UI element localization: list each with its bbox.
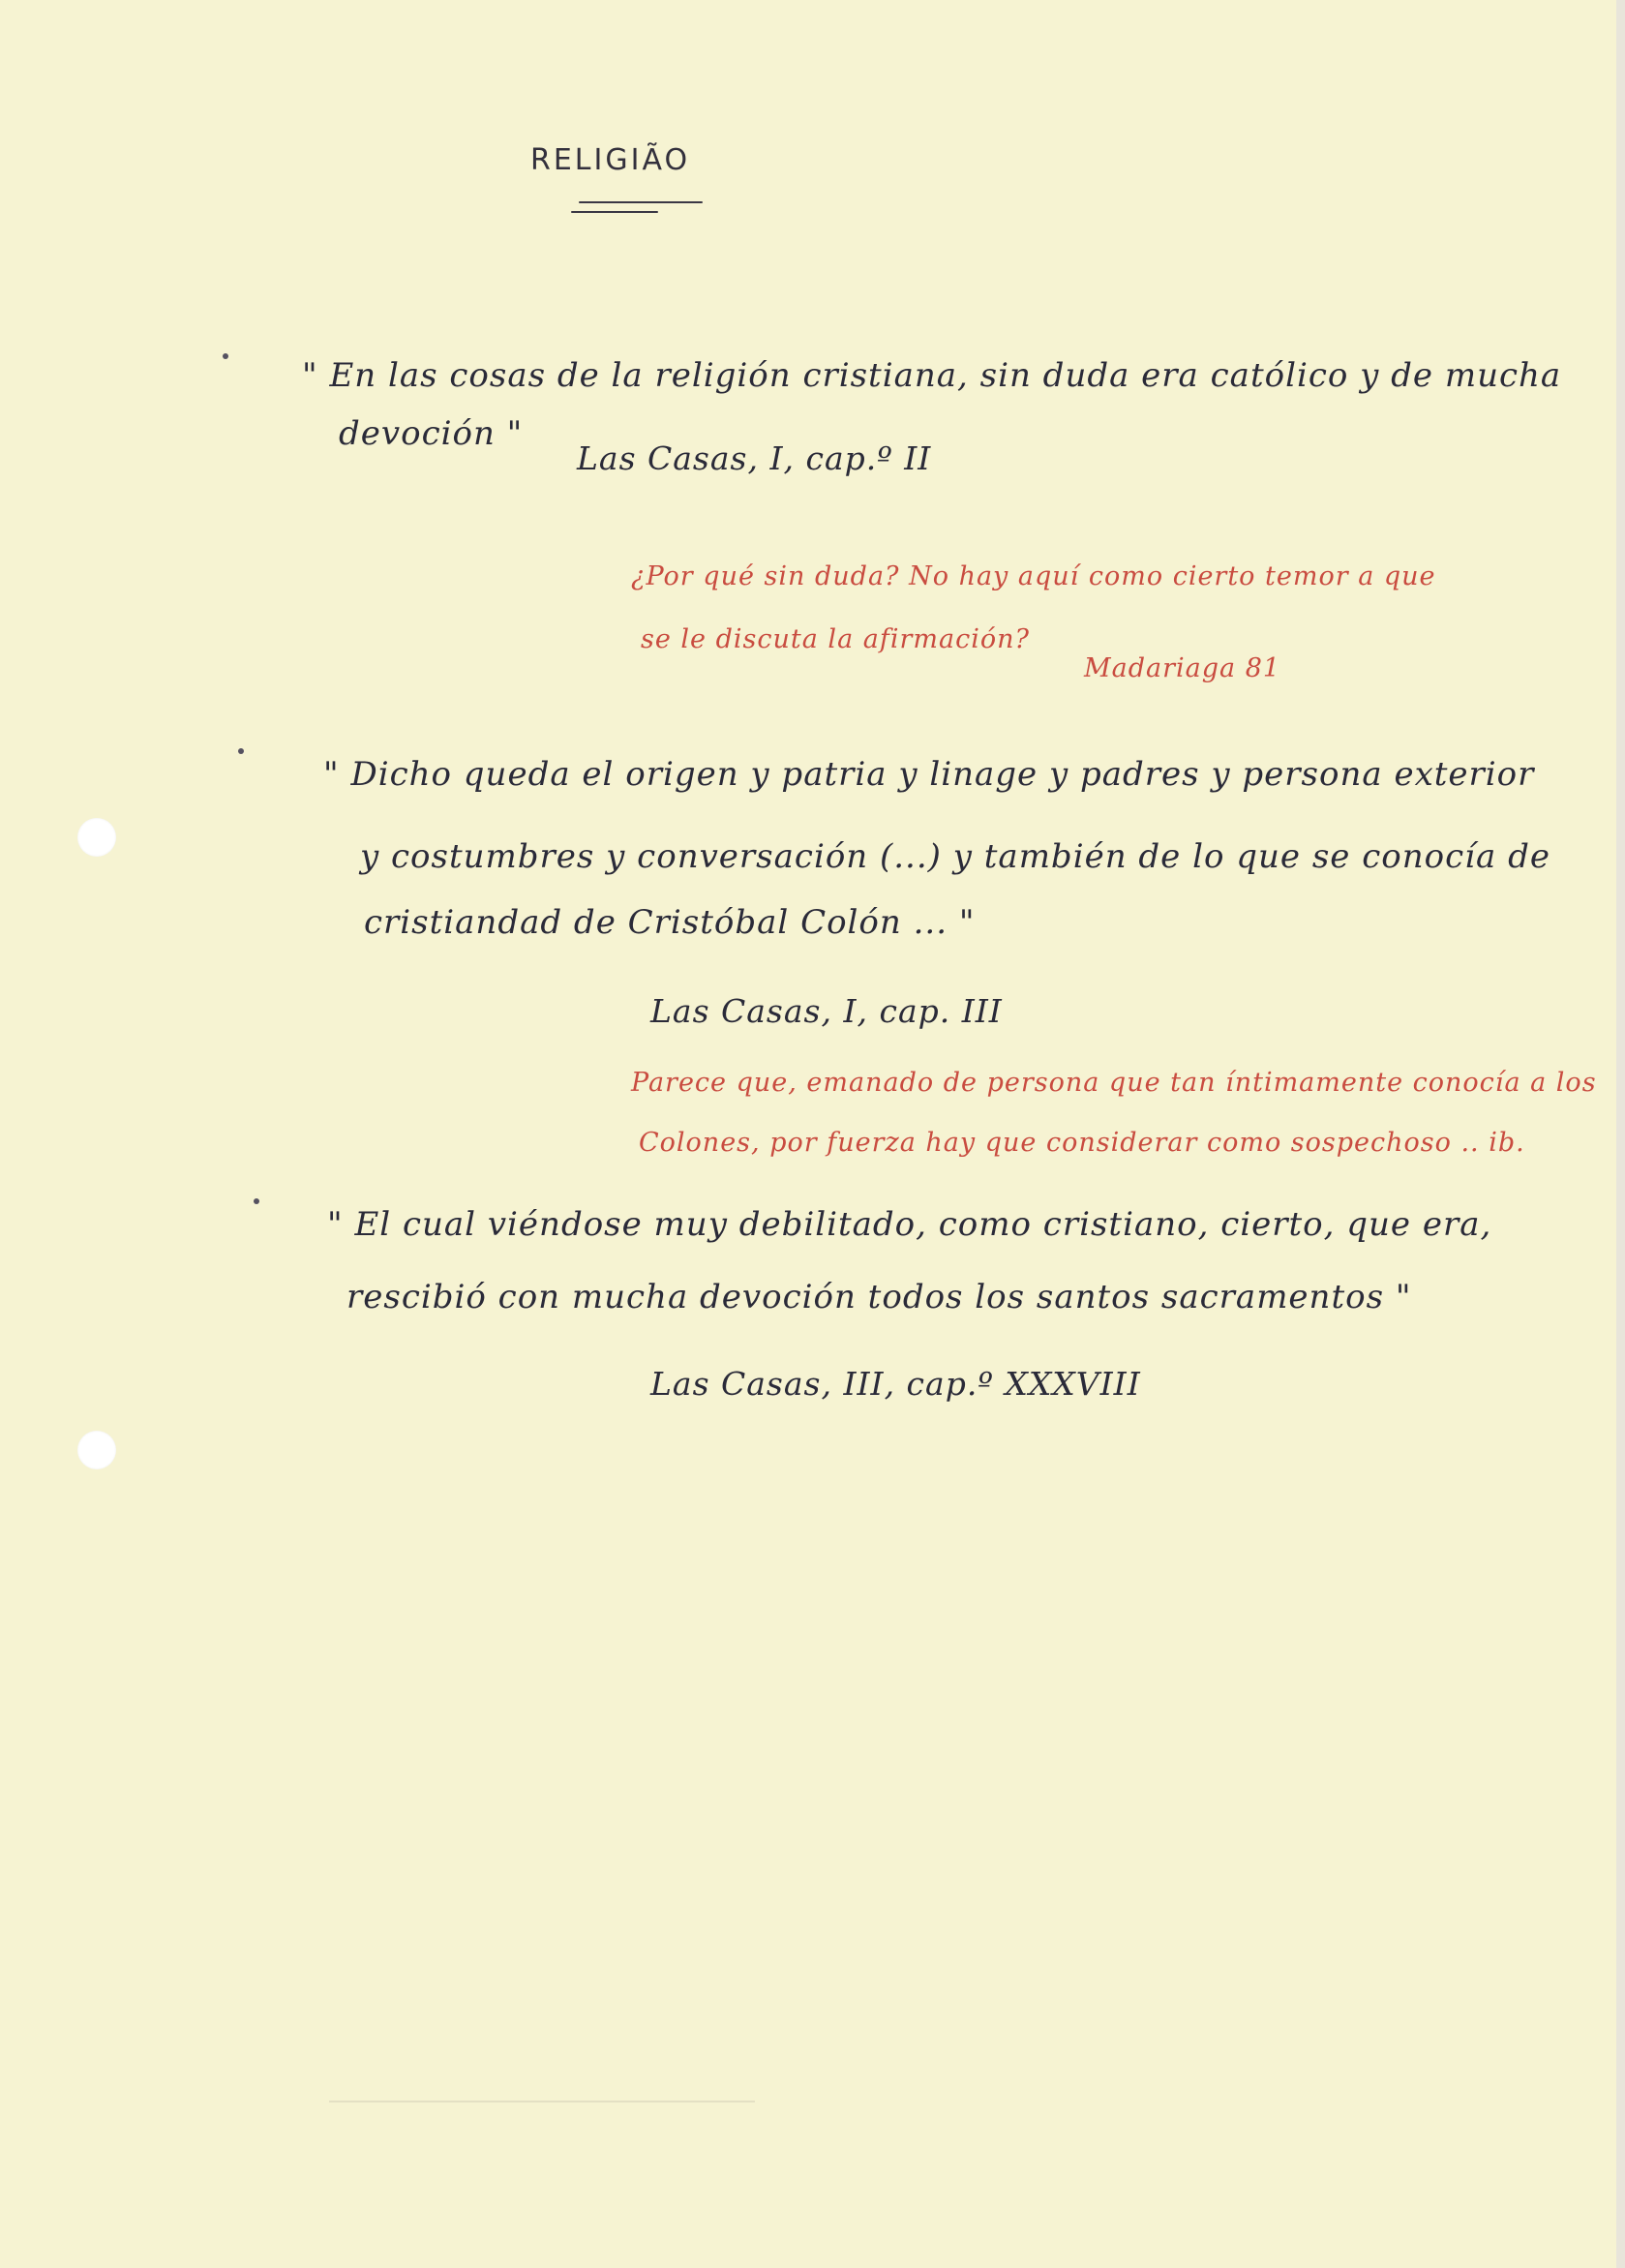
punch-hole-upper xyxy=(77,818,116,857)
quote-line: " Dicho queda el origen y patria y linage y padres y persona exterior xyxy=(323,755,1535,794)
margin-note-line: Parece que, emanado de persona que tan íntimamente conocía a los xyxy=(631,1068,1597,1098)
citation: Las Casas, III, cap.º XXXVIII xyxy=(650,1365,1141,1403)
citation: Las Casas, I, cap.º II xyxy=(577,439,932,477)
quote-line: rescibió con mucha devoción todos los santos sacramentos " xyxy=(346,1278,1412,1316)
quote-line: " En las cosas de la religión cristiana, sin duda era católico y de mucha xyxy=(302,356,1562,395)
margin-note-line: Colones, por fuerza hay que considerar como sospechoso .. ib. xyxy=(639,1128,1525,1158)
title-underline-second xyxy=(571,211,658,213)
quote-line: " El cual viéndose muy debilitado, como cristiano, cierto, que era, xyxy=(327,1205,1492,1244)
quote-line: y costumbres y conversación (...) y también de lo que se conocía de xyxy=(360,837,1550,876)
margin-note-citation: Madariaga 81 xyxy=(1084,653,1281,683)
bleed-through-mark xyxy=(329,2101,755,2102)
quote-line: cristiandad de Cristóbal Colón ... " xyxy=(364,903,976,942)
bullet-point xyxy=(238,748,244,754)
citation: Las Casas, I, cap. III xyxy=(650,992,1003,1030)
quote-line: devoción " xyxy=(339,414,524,453)
margin-note-line: ¿Por qué sin duda? No hay aquí como cierto temor a que xyxy=(631,561,1436,591)
title-underline xyxy=(579,201,703,203)
bullet-point xyxy=(254,1198,259,1204)
page-title: RELIGIÃO xyxy=(530,143,691,177)
punch-hole-lower xyxy=(77,1431,116,1469)
margin-note-line: se le discuta la afirmación? xyxy=(641,624,1030,654)
bullet-point xyxy=(223,353,228,359)
